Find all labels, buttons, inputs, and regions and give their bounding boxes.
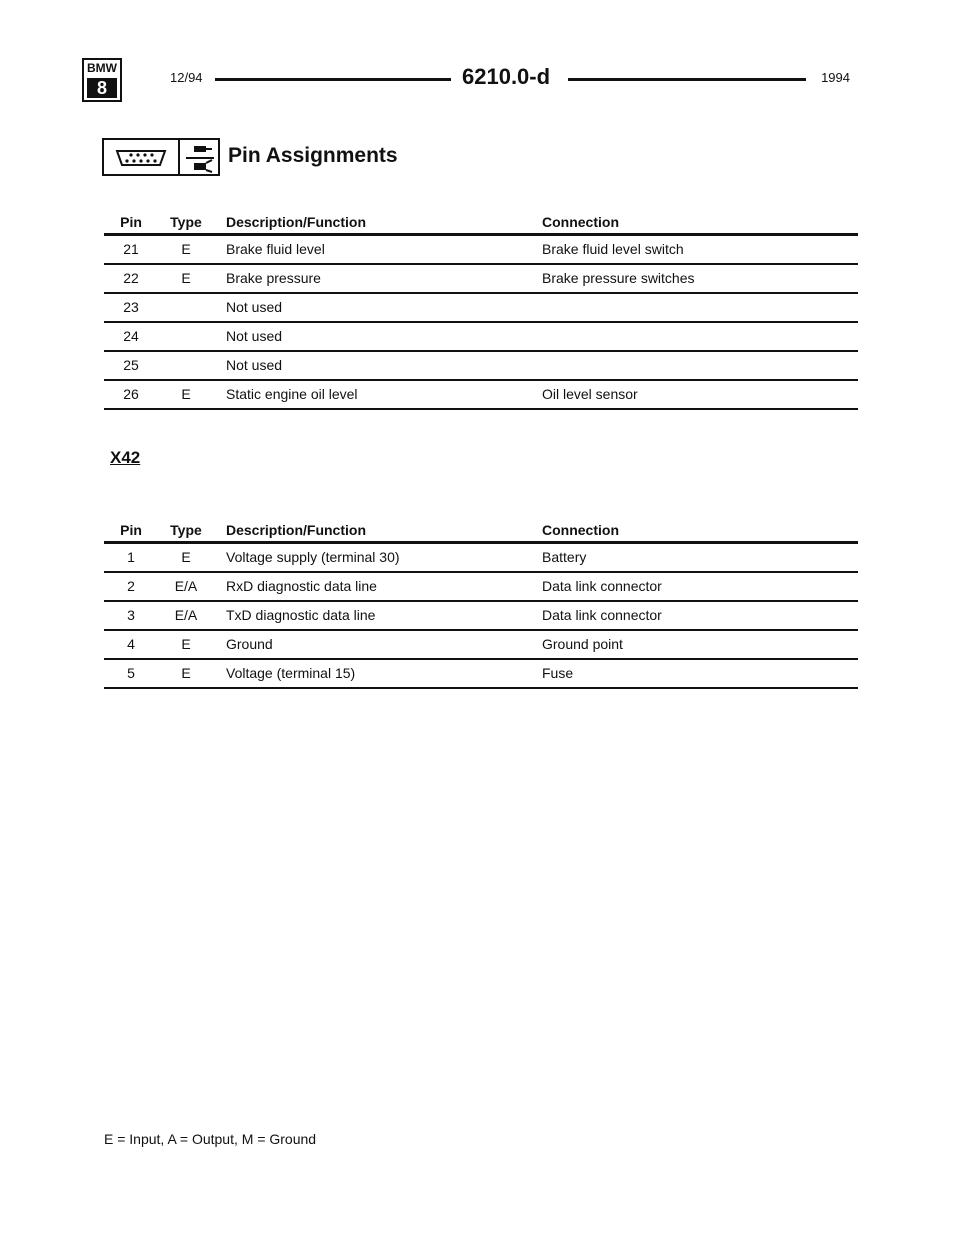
cell-pin: 23 bbox=[123, 299, 139, 315]
table-row bbox=[104, 263, 858, 292]
cell-pin: 21 bbox=[123, 241, 139, 257]
cell-conn: Fuse bbox=[542, 665, 574, 681]
cell-type: E bbox=[181, 665, 191, 681]
logo-series-text: 8 bbox=[87, 78, 117, 98]
cell-pin: 26 bbox=[123, 386, 139, 402]
cell-pin: 4 bbox=[127, 636, 135, 652]
cell-desc: Not used bbox=[226, 299, 283, 315]
section-title: Pin Assignments bbox=[228, 144, 398, 167]
type-legend: E = Input, A = Output, M = Ground bbox=[104, 1131, 317, 1147]
cell-type: E bbox=[181, 270, 191, 286]
connector-icon-box bbox=[102, 138, 220, 176]
cell-type: E bbox=[181, 241, 191, 257]
cell-pin: 1 bbox=[127, 549, 135, 565]
table-row bbox=[104, 233, 858, 263]
cell-desc: Not used bbox=[226, 328, 283, 344]
table-row bbox=[104, 379, 858, 410]
col-pin-header: Pin bbox=[120, 214, 142, 230]
cell-pin: 3 bbox=[127, 607, 135, 623]
cell-conn: Data link connector bbox=[542, 578, 662, 594]
page-header bbox=[82, 58, 850, 106]
table-header bbox=[104, 209, 858, 233]
col-desc-header: Description/Function bbox=[226, 522, 366, 538]
pin-table-2 bbox=[104, 517, 858, 689]
cell-pin: 24 bbox=[123, 328, 139, 344]
table-row bbox=[104, 629, 858, 658]
cell-type: E/A bbox=[174, 578, 198, 594]
cell-desc: Ground bbox=[226, 636, 273, 652]
cell-desc: Brake fluid level bbox=[226, 241, 325, 257]
table-row bbox=[104, 292, 858, 321]
connector-label: X42 bbox=[110, 448, 141, 467]
cell-desc: Not used bbox=[226, 357, 283, 373]
cell-desc: TxD diagnostic data line bbox=[226, 607, 376, 623]
col-pin-header: Pin bbox=[120, 522, 142, 538]
header-doc-number: 6210.0-d bbox=[462, 64, 551, 89]
bmw-8-series-logo bbox=[82, 58, 122, 102]
table-row bbox=[104, 321, 858, 350]
table-header bbox=[104, 517, 858, 541]
logo-brand-text: BMW bbox=[87, 61, 117, 75]
cell-pin: 22 bbox=[123, 270, 139, 286]
connector-icon bbox=[114, 149, 168, 167]
cell-pin: 25 bbox=[123, 357, 139, 373]
header-rule-left bbox=[215, 78, 451, 81]
cell-conn: Battery bbox=[542, 549, 587, 565]
icon-divider bbox=[178, 140, 180, 174]
table-row bbox=[104, 600, 858, 629]
cell-pin: 5 bbox=[127, 665, 135, 681]
table-row bbox=[104, 350, 858, 379]
cell-type: E bbox=[181, 636, 191, 652]
cell-conn: Brake fluid level switch bbox=[542, 241, 684, 257]
table-row bbox=[104, 571, 858, 600]
table-row bbox=[104, 541, 858, 571]
plug-socket-icon bbox=[184, 143, 216, 173]
cell-conn: Data link connector bbox=[542, 607, 662, 623]
col-conn-header: Connection bbox=[542, 214, 619, 230]
cell-desc: RxD diagnostic data line bbox=[226, 578, 377, 594]
cell-conn: Ground point bbox=[542, 636, 623, 652]
header-rule-right bbox=[568, 78, 806, 81]
cell-desc: Brake pressure bbox=[226, 270, 321, 286]
cell-conn: Brake pressure switches bbox=[542, 270, 695, 286]
header-year: 1994 bbox=[821, 70, 850, 85]
cell-desc: Static engine oil level bbox=[226, 386, 358, 402]
cell-type: E bbox=[181, 549, 191, 565]
cell-pin: 2 bbox=[127, 578, 135, 594]
cell-conn: Oil level sensor bbox=[542, 386, 638, 402]
cell-type: E bbox=[181, 386, 191, 402]
pin-table-1 bbox=[104, 209, 858, 410]
col-type-header: Type bbox=[170, 522, 202, 538]
col-type-header: Type bbox=[170, 214, 202, 230]
col-desc-header: Description/Function bbox=[226, 214, 366, 230]
cell-desc: Voltage supply (terminal 30) bbox=[226, 549, 400, 565]
table-row bbox=[104, 658, 858, 689]
col-conn-header: Connection bbox=[542, 522, 619, 538]
cell-type: E/A bbox=[174, 607, 198, 623]
header-date: 12/94 bbox=[170, 70, 203, 85]
cell-desc: Voltage (terminal 15) bbox=[226, 665, 356, 681]
